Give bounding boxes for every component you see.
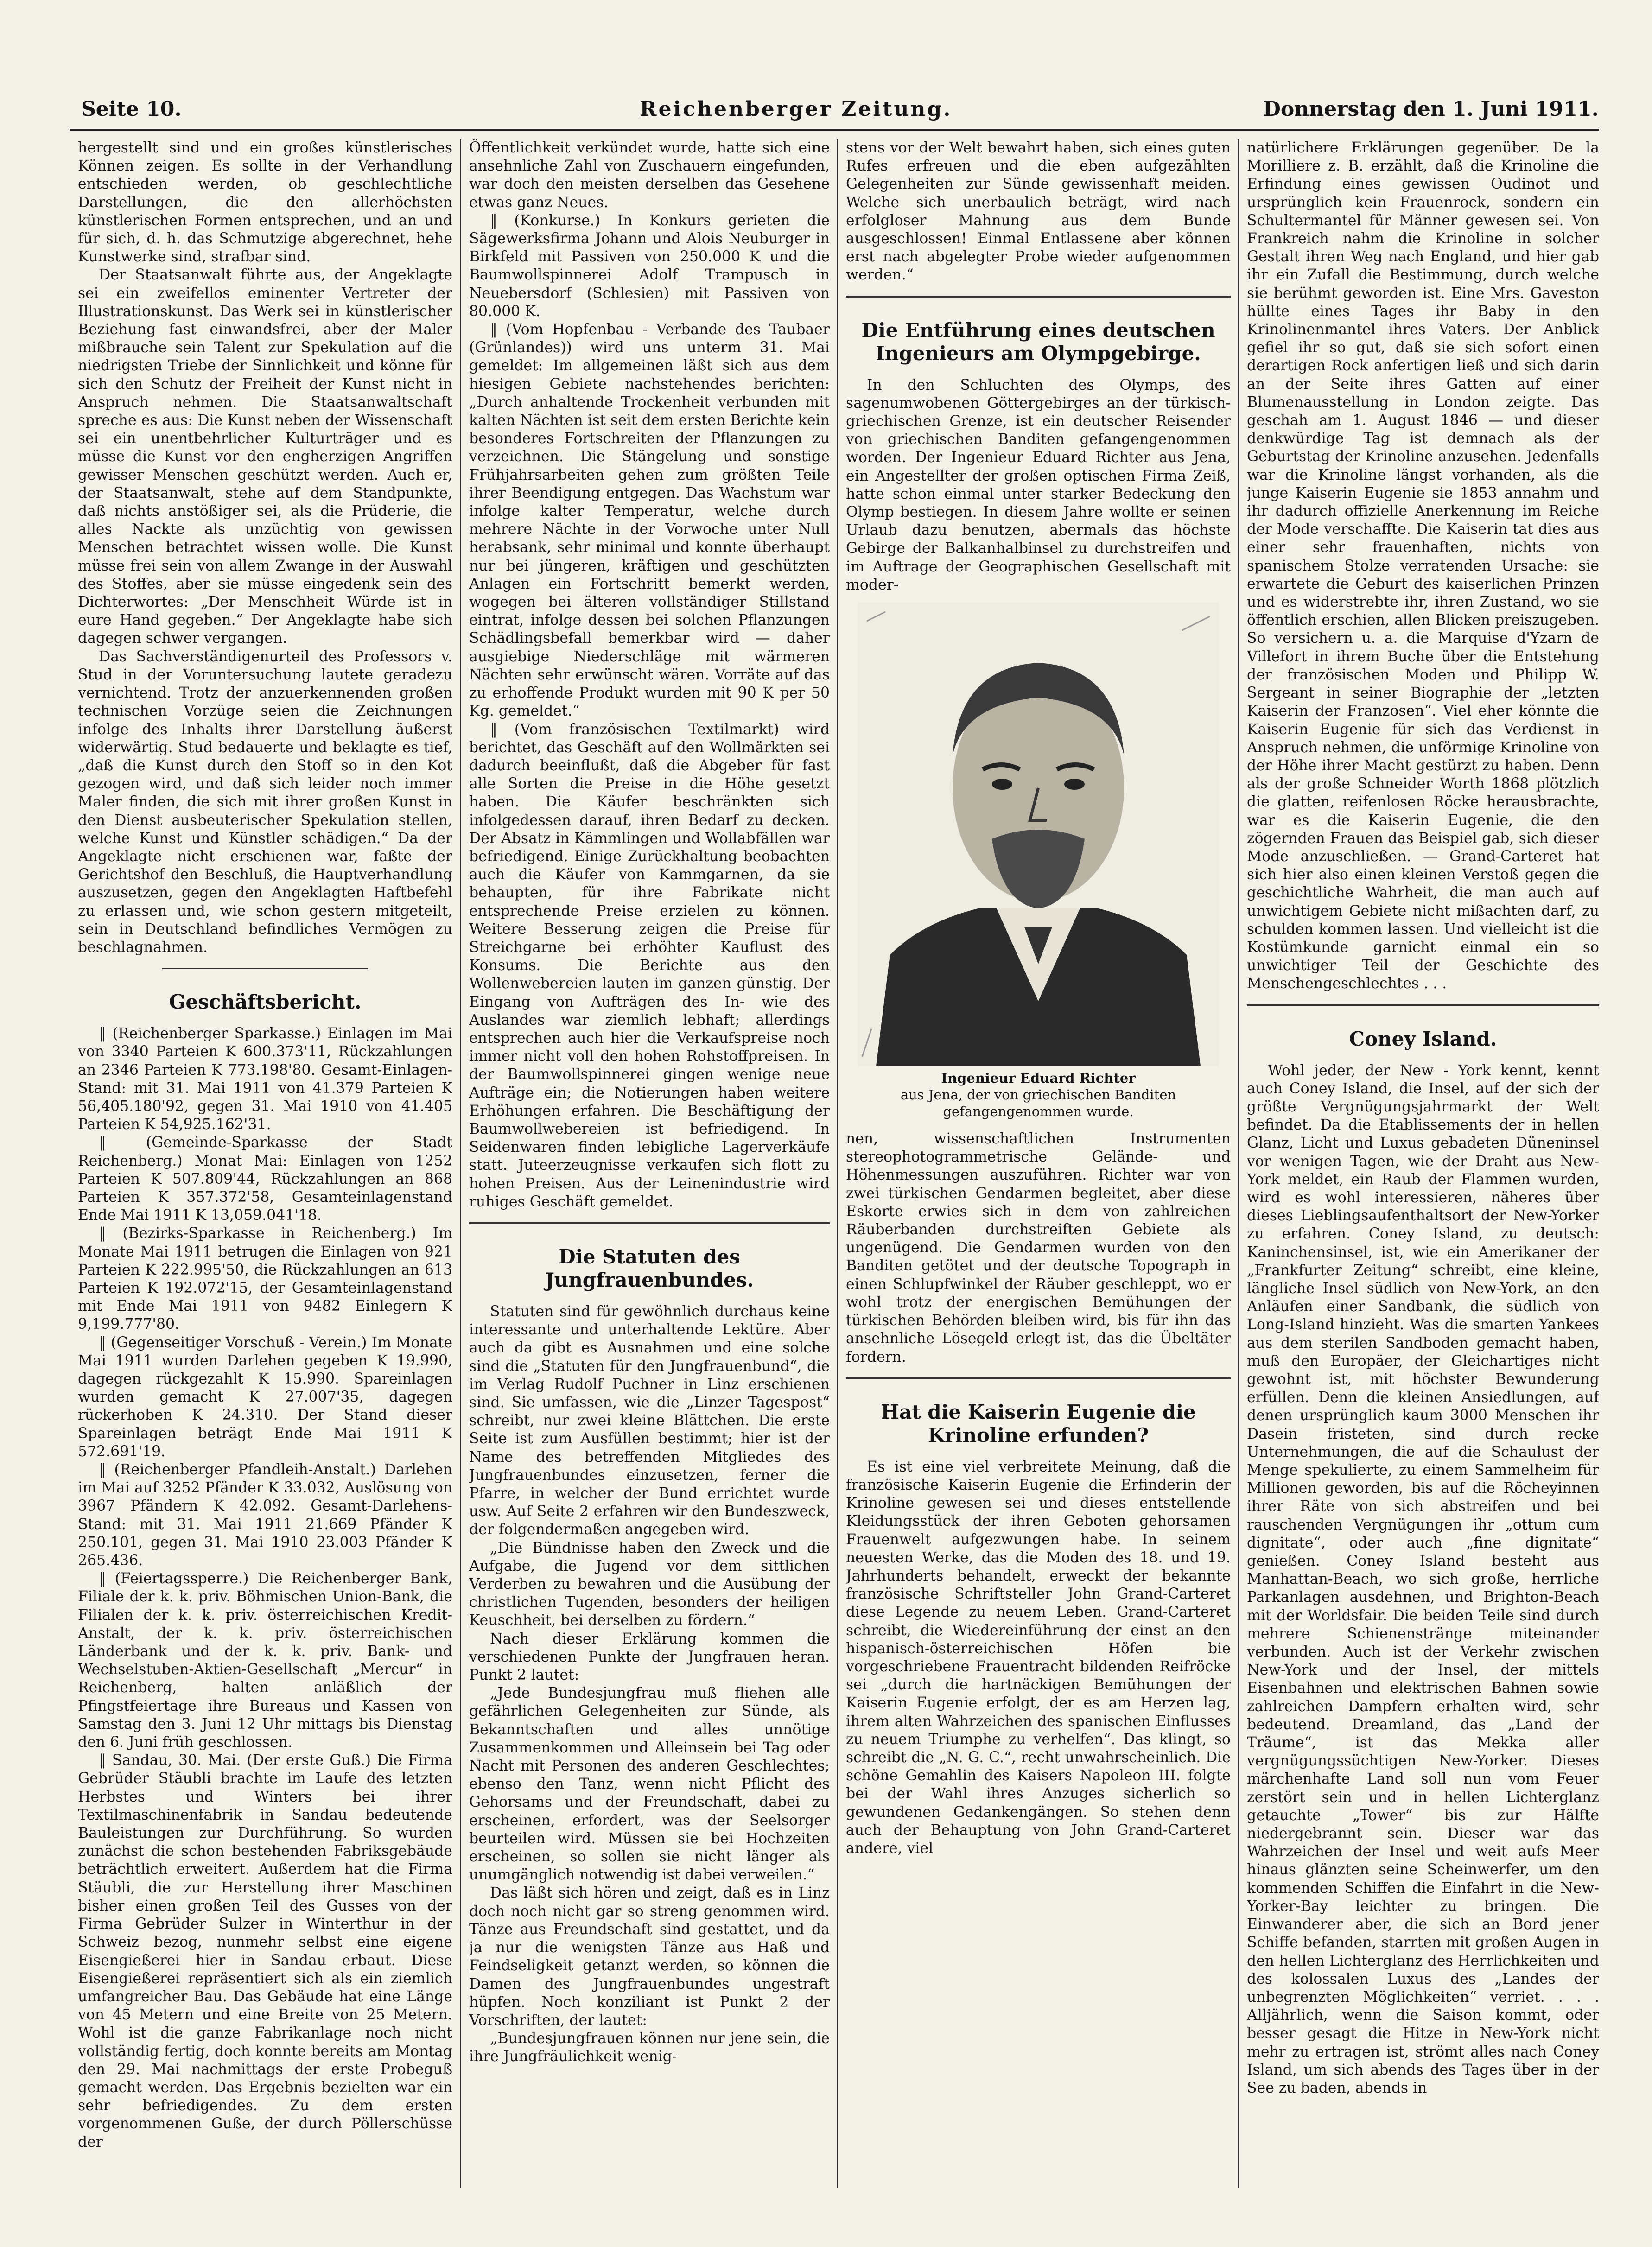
section-divider <box>162 968 368 969</box>
newspaper-masthead: Reichenberger Zeitung. <box>640 97 953 121</box>
portrait-caption <box>846 1070 1231 1120</box>
section-divider <box>469 1222 830 1224</box>
article-text: „Die Bündnisse haben den Zweck und die Aufgabe, die Jugend vor dem sittlichen Verderben zu bewahren und die Ausübung der christlichen Tugenden, besonders der heiligen Keuschheit, bei derselben zu fördern.“ <box>469 1539 830 1629</box>
business-item: ‖ (Reichenberger Pfandleih-Anstalt.) Darlehen im Mai auf 3252 Pfänder K 33.032, Auslösung von 3967 Pfändern K 42.092. Gesamt-Darlehens-Stand: mit 31. Mai 1911 21.669 Pfänder K 250.101, gegen 31. Mai 1910 23.003 Pfänder K 265.436. <box>78 1461 452 1569</box>
section-divider <box>846 1377 1231 1379</box>
portrait-engraving <box>858 603 1219 1066</box>
column-divider-1 <box>460 139 461 2188</box>
article-text: „Jede Bundesjungfrau muß fliehen alle gefährlichen Gelegenheiten zur Sünde, als Bekanntschaften und alles unnötige Zusammenkommen und Alleinsein bei Tag oder Nacht mit Personen des anderen Geschlechtes; ebenso den Tanz, wenn nicht Pflicht des Gehorsams und der Freundschaft, dabei zu erscheinen, erfordert, was der Seelsorger beurteilen wird. Müssen sie bei Hochzeiten erscheinen, so sollen sie nicht länger als unumgänglich notwendig ist dabei verweilen.“ <box>469 1685 830 1884</box>
column-3 <box>846 139 1231 2205</box>
article-text: nen, wissenschaftlichen Instrumenten stereophotogrammetrische Gelände- und Höhenmessungen auszuführen. Richter war von zwei türkischen Gendarmen begleitet, aber diese Eskorte erwies sich in dem von zahlreichen Räuberbanden durchstreiften Gebiete als ungenügend. Die Gendarmen wurden von den Banditen getötet und der deutsche Topograph in einen Schlupfwinkel der Räuber geschleppt, wo er wohl trotz der energischen Bemühungen der türkischen Behörden bleiben wird, bis für ihn das ansehnliche Lösegeld erlegt ist, das die Übeltäter fordern. <box>846 1130 1231 1365</box>
caption-text: aus Jena, der von griechischen Banditen gefangengenommen wurde. <box>900 1087 1176 1120</box>
column-4 <box>1247 139 1599 2205</box>
article-text: Statuten sind für gewöhnlich durchaus keine interessante und unterhaltende Lektüre. Aber auch da gibt es Ausnahmen und eine solche sind die „Statuten für den Jungfrauenbund“, die im Verlag Rudolf Puchner in Linz erschienen sind. Sie umfassen, wie die „Linzer Tagespost“ schreibt, nur zwei kleine Blättchen. Die erste Seite ist zum Ausfüllen bestimmt; hier ist der Name des betreffenden Mitgliedes des Jungfrauenbundes einzusetzen, ferner die Pfarre, in welcher der Bund errichtet wurde usw. Auf Seite 2 erfahren wir den Bundeszweck, der folgendermaßen angegeben wird. <box>469 1303 830 1538</box>
article-text: Der Staatsanwalt führte aus, der Angeklagte sei ein zweifellos eminenter Vertreter der Illustrationskunst. Das Werk sei in künstlerischer Beziehung fast einwandsfrei, aber der Maler mißbrauche sein Talent zur Spekulation auf die niedrigsten Triebe der Sinnlichkeit und könne für sich den Schutz der Freiheit der Kunst nicht in Anspruch nehmen. Die Staatsanwaltschaft spreche es aus: Die Kunst neben der Wissenschaft sei ein unentbehrlicher Kulturträger und es müsse die Kunst vor den engherzigen Angriffen gewisser Menschen geschützt werden. Auch er, der Staatsanwalt, stehe auf dem Standpunkte, daß nichts anstößiger sei, als die Prüderie, die alles Nackte als unzüchtig von gewissen Menschen betrachtet wissen wolle. Die Kunst müsse frei sein von allem Zwange in der Auswahl des Stoffes, aber sie müsse eingedenk sein des Dichterwortes: „Der Menschheit Würde ist in eure Hand gegeben.“ Der Angeklagte habe sich dagegen schwer vergangen. <box>78 267 452 647</box>
header-rule <box>70 129 1599 131</box>
business-item: ‖ (Vom französischen Textilmarkt) wird berichtet, das Geschäft auf den Wollmärkten sei dadurch beeinflußt, daß die Abgeber für fast alle Sorten die Preise in die Höhe gesetzt haben. Die Käufer beschränkten sich infolgedessen darauf, ihren Bedarf zu decken. Der Absatz in Kämmlingen und Wollabfällen war befriedigend. Einige Zurückhaltung beobachten auch die Käufer von Kammgarnen, da sie behaupten, für ihre Fabrikate nicht entsprechende Preise erzielen zu können. Weitere Besserung zeigen die Preise für Streichgarne bei erhöhter Kauflust des Konsums. Die Berichte aus den Wollenwebereien lauten im ganzen günstig. Der Eingang von Aufträgen des In- wie des Auslandes war ziemlich lebhaft; allerdings entsprechen auch hier die Verkaufspreise noch immer nicht voll den hohen Rohstoffpreisen. In der Baumwollspinnerei gingen wenige neue Aufträge ein; die Notierungen haben weitere Erhöhungen erfahren. Die Beschäftigung der Baumwollwebereien ist befriedigend. In Seidenwaren finden lebigliche Lagerverkäufe statt. Juteerzeugnisse verkaufen sich flott zu hohen Preisen. Aus der Leinenindustrie wird ruhiges Geschäft gemeldet. <box>469 721 830 1210</box>
business-item: ‖ (Reichenberger Sparkasse.) Einlagen im Mai von 3340 Parteien K 600.373'11, Rückzahlungen an 2346 Parteien K 773.198'80. Gesamt-Einlagen-Stand: mit 31. Mai 1911 von 41.379 Parteien K 56,405.180'92, gegen 31. Mai 1910 von 41.405 Parteien K 54,925.162'31. <box>78 1025 452 1133</box>
column-divider-2 <box>837 139 838 2188</box>
article-text: „Bundesjungfrauen können nur jene sein, die ihre Jungfräulichkeit wenig- <box>469 2030 830 2065</box>
article-text: In den Schluchten des Olymps, des sagenumwobenen Göttergebirges an der türkisch-griechischen Grenze, ist ein deutscher Reisender von griechischen Banditen gefangengenommen worden. Der Ingenieur Eduard Richter aus Jena, ein Angestellter der großen optischen Firma Zeiß, hatte schon einmal unter starker Bedeckung den Olymp bestiegen. In diesem Jahre wollte er seinen Urlaub dazu benutzen, abermals das höchste Gebirge der Balkanhalbinsel zu durchstreifen und im Auftrage der Geographischen Gesellschaft mit moder- <box>846 376 1231 593</box>
page-number: Seite 10. <box>81 97 182 121</box>
section-title-geschaeftsbericht: Geschäftsbericht. <box>169 990 362 1014</box>
article-title-krinoline: Hat die Kaiserin Eugenie die Krinoline erfunden? <box>881 1400 1196 1447</box>
business-item: ‖ Sandau, 30. Mai. (Der erste Guß.) Die Firma Gebrüder Stäubli brachte im Laufe des letzten Herbstes und Winters bei ihrer Textilmaschinenfabrik in Sandau bedeutende Bauleistungen zur Durchführung. So wurden zunächst die schon bestehenden Fabriksgebäude beträchtlich erweitert. Außerdem hat die Firma Stäubli, die zur Herstellung ihrer Maschinen bisher einen großen Teil des Gusses von der Firma Gebrüder Sulzer in Winterthur in der Schweiz bezog, nunmehr selbst eine eigene Eisengießerei hier in Sandau erbaut. Diese Eisengießerei repräsentiert sich als ein ziemlich umfangreicher Bau. Das Gebäude hat eine Länge von 45 Metern und eine Breite von 25 Metern. Wohl ist die ganze Fabrikanlage noch nicht vollständig fertig, doch konnte bereits am Montag den 29. Mai nachmittags der erste Probeguß gemacht werden. Das Ergebnis bezielten war ein sehr befriedigendes. Zu dem ersten vorgenommenen Guße, der durch Pöllerschüsse der <box>78 1752 452 2151</box>
article-title-jungfrauenbund: Die Statuten des Jungfrauenbundes. <box>545 1245 754 1291</box>
business-item: ‖ (Konkurse.) In Konkurs gerieten die Sägewerksfirma Johann und Alois Neuburger in Birkfeld mit Passiven von 250.000 K und die Baumwollspinnerei Adolf Trampusch in Neuebersdorf (Schlesien) mit Passiven von 80.000 K. <box>469 212 830 320</box>
article-title-entfuehrung: Die Entführung eines deutschen Ingenieurs am Olympgebirge. <box>861 318 1215 365</box>
issue-date: Donnerstag den 1. Juni 1911. <box>1263 97 1599 121</box>
article-title-coney-island: Coney Island. <box>1349 1027 1497 1050</box>
article-text: Das Sachverständigenurteil des Professors v. Stud in der Voruntersuchung lautete geradezu vernichtend. Trotz der anzuerkennenden großen technischen Vorzüge seien die Zeichnungen infolge des Inhalts ihrer Darstellung äußerst widerwärtig. Stud bedauerte und beklagte es tief, „daß die Kunst durch den Stoff so in den Kot gezogen wird, und daß sich leider noch immer Maler finden, die sich mit ihrer großen Kunst in den Dienst ausbeuterischer Spekulation stellen, welche Kunst und Künstler schädigen.“ Da der Angeklagte nicht erschienen war, faßte der Gerichtshof den Beschluß, die Hauptverhandlung auszusetzen, gegen den Angeklagten Haftbefehl zu erlassen und, wie schon gestern mitgeteilt, sein in Deutschland befindliches Vermögen zu beschlagnahmen. <box>78 648 452 956</box>
engraving-image <box>858 603 1219 1066</box>
business-item: ‖ (Gegenseitiger Vorschuß - Verein.) Im Monate Mai 1911 wurden Darlehen gegeben K 19.990, dagegen rückgezahlt K 15.990. Spareinlagen wurden gemacht K 27.007'35, dagegen rückerhoben K 24.310. Der Stand dieser Spareinlagen beträgt Ende Mai 1911 K 572.691'19. <box>78 1334 452 1460</box>
article-text: Öffentlichkeit verkündet wurde, hatte sich eine ansehnliche Zahl von Zuschauern eingefunden, war doch den meisten derselben das Gesehene etwas ganz Neues. <box>469 140 830 211</box>
section-divider <box>846 296 1231 298</box>
article-text: stens vor der Welt bewahrt haben, sich eines guten Rufes erfreuen und die eben aufgezählten Gelegenheiten zur Sünde gewissenhaft meiden. Welche sich unerbaulich beträgt, wird nach erfolgloser Mahnung aus dem Bunde ausgeschlossen! Einmal Entlassene aber können erst nach abgelegter Probe wieder aufgenommen werden.“ <box>846 140 1231 284</box>
section-divider <box>1247 1004 1599 1006</box>
business-item: ‖ (Feiertagssperre.) Die Reichenberger Bank, Filiale der k. k. priv. Böhmischen Union-Bank, die Filialen der k. k. priv. österreichischen Kredit-Anstalt, der k. k. priv. österreichischen Länderbank und der k. k. priv. Bank- und Wechselstuben-Aktien-Gesellschaft „Mercur“ in Reichenberg, halten anläßlich der Pfingstfeiertage ihre Bureaus und Kassen von Samstag den 3. Juni 12 Uhr mittags bis Dienstag den 6. Juni früh geschlossen. <box>78 1570 452 1751</box>
article-text: Nach dieser Erklärung kommen die verschiedenen Punkte der Jungfrauen heran. Punkt 2 lautet: <box>469 1630 830 1684</box>
column-1 <box>78 139 452 2205</box>
column-divider-3 <box>1238 139 1239 2188</box>
caption-name: Ingenieur Eduard Richter <box>941 1070 1136 1086</box>
article-text: Das läßt sich hören und zeigt, daß es in Linz doch noch nicht gar so streng genommen wird. Tänze aus Freundschaft sind gestattet, und da ja nur die wenigsten Tänze aus Haß und Feindseligkeit getanzt werden, so können die Damen des Jungfrauenbundes ungestraft hüpfen. Noch konziliant ist Punkt 2 der Vorschriften, der lautet: <box>469 1885 830 2029</box>
article-text: Es ist eine viel verbreitete Meinung, daß die französische Kaiserin Eugenie die Erfinderin der Krinoline gewesen sei und dieses entstellende Kleidungsstück der ihren Geboten gehorsamen Frauenwelt aufgezwungen habe. In seinem neuesten Werke, das die Moden des 18. und 19. Jahrhunderts behandelt, erweckt der bekannte französische Schriftsteller John Grand-Carteret diese Legende zu neuem Leben. Grand-Carteret schreibt, die Wiedereinführung der einst an den hispanisch-österreichischen Höfen bie vorgeschriebene Frauentracht bildenden Reifröcke sei „durch die hartnäckigen Bemühungen der Kaiserin Eugenie erfolgt, der es am Herzen lag, ihrem alten Wahrzeichen des spanischen Einflusses zu neuem Triumphe zu verhelfen“. Das klingt, so schreibt die „N. G. C.“, recht unwahrscheinlich. Die schöne Gemahlin des Kaisers Napoleon III. folgte bei der Wahl ihres Anzuges sicherlich so gewundenen Gedankengängen. So stehen denn auch der Behauptung von John Grand-Carteret andere, viel <box>846 1458 1231 1857</box>
business-item: ‖ (Bezirks-Sparkasse in Reichenberg.) Im Monate Mai 1911 betrugen die Einlagen von 921 Parteien K 222.995'50, die Rückzahlungen an 613 Parteien K 192.072'15, der Gesamteinlagenstand mit Ende Mai 1911 von 9482 Einlegern K 9,199.777'80. <box>78 1225 452 1333</box>
article-text: Wohl jeder, der New - York kennt, kennt auch Coney Island, die Insel, auf der sich der größte Vergnügungsjahrmarkt der Welt befindet. Da die Etablissements der in hellen Glanz, Licht und Luxus gebadeten Düneninsel vor wenigen Tagen, wie der Draht aus New-York meldet, ein Raub der Flammen wurden, wird es wohl interessieren, näheres über dieses Lieblingsaufenthaltsort der New-Yorker zu erfahren. Coney Island, zu deutsch: Kaninchensinsel, ist, wie ein Amerikaner der „Frankfurter Zeitung“ schreibt, eine kleine, längliche Insel südlich von New-York, an den Anläufen einer Sandbank, die südlich von Long-Island hinzieht. Was die smarten Yankees aus dem sterilen Sandboden gemacht haben, muß den Europäer, der Gleichartiges nicht gewohnt ist, mit höchster Bewunderung erfüllen. Denn die kleinen Ansiedlungen, auf denen ursprünglich kaum 3000 Menschen ihr Dasein fristeten, sind durch recke Unternehmungen, die auf die Schaulust der Menge spekulierte, zu einem Sammelheim für Millionen geworden, bis auf die Röcheyinnen ihrer Räte von sich abstreifen und bei rauschenden Vergnügungen ihr „ottum cum dignitate“, oder auch „fine dignitate“ genießen. Coney Island besteht aus Manhattan-Beach, wo sich große, herrliche Parkanlagen ausdehnen, und Brighton-Beach mit der Worldsfair. Die beiden Teile sind durch mehrere Schienenstränge miteinander verbunden. Auch ist der Verkehr zwischen New-York und der Insel, der mittels Eisenbahnen und elektrischen Bahnen sowie zahlreichen Dampfern erhalten wird, sehr bedeutend. Dreamland, das „Land der Träume“, ist das Mekka aller vergnügungssüchtigen New-Yorker. Dieses märchenhafte Land soll nun vom Feuer zerstört sein und in hellen Lichterglanz getauchte „Tower“ bis zur Hälfte niedergebrannt sein. Dieser war das Wahrzeichen der Insel und weit aufs Meer hinaus glänzten seine Scheinwerfer, um den kommenden Schiffen die Einfahrt in die New-Yorker-Bay leichter zu bringen. Die Einwanderer aber, die sich an Bord jener Schiffe befanden, starrten mit großen Augen in den hellen Lichterglanz des Herrlichkeiten und des kolossalen Luxus des „Landes der unbegrenzten Möglichkeiten“ verriet. . . . Alljährlich, wenn die Saison kommt, oder besser gesagt die Hitze in New-York nicht mehr zu ertragen ist, strömt alles nach Coney Island, um sich abends des Tages über in der See zu baden, abends in <box>1247 1062 1599 2096</box>
business-item: ‖ (Vom Hopfenbau - Verbande des Taubaer (Grünlandes)) wird uns unterm 31. Mai gemeldet: Im allgemeinen läßt sich aus dem hiesigen Gebiete nachstehendes berichten: „Durch anhaltende Trockenheit verbunden mit kalten Nächten ist seit dem ersten Berichte kein besonderes Fortschreiten der Pflanzungen zu verzeichnen. Die Stängelung und sonstige Frühjahrsarbeiten gehen zum größten Teile ihrer Beendigung entgegen. Das Wachstum war infolge kalter Temperatur, welche durch mehrere Nächte in der Vorwoche unter Null herabsank, sehr minimal und konnte überhaupt nur bei jüngeren, kräftigen und geschützten Anlagen ein Fortschritt bemerkt werden, wogegen bei älteren vollständiger Stillstand eintrat, infolge dessen bei solchen Pflanzungen Schädlingsbefall bemerkbar wird — daher ausgiebige Niederschläge mit wärmeren Nächten sehr erwünscht wären. Vorräte auf das zu erhoffende Produkt wurden mit 90 K per 50 Kg. gemeldet.“ <box>469 321 830 720</box>
business-item: ‖ (Gemeinde-Sparkasse der Stadt Reichenberg.) Monat Mai: Einlagen von 1252 Parteien K 507.809'44, Rückzahlungen an 868 Parteien K 357.372'58, Gesamteinlagenstand Ende Mai 1911 K 13,059.041'18. <box>78 1134 452 1224</box>
column-2 <box>469 139 830 2205</box>
article-text: hergestellt sind und ein großes künstlerisches Können zeigen. Es sollte in der Verhandlung entschieden werden, ob geschlechtliche Darstellungen, die den allerhöchsten künstlerischen Formen entsprechen, und an und für sich, d. h. das Schmutzige abgerechnet, hehe Kunstwerke sind, strafbar sind. <box>78 140 452 266</box>
article-text: natürlichere Erklärungen gegenüber. De la Morilliere z. B. erzählt, daß die Krinoline die Erfindung eines gewissen Oudinot und ursprünglich kein Frauenrock, sondern ein Schultermantel für Männer gewesen sei. Von Frankreich nahm die Krinoline in solcher Gestalt ihren Weg nach England, und hier gab ihr ein Zufall die Bestimmung, durch welche sie berühmt geworden ist. Eine Mrs. Gaveston hüllte eines Tages ihr Baby in den Krinolinenmantel ihres Vaters. Der Anblick gefiel ihr so gut, daß sie sich sofort einen derartigen Rock anfertigen ließ und sich darin an der Seite ihres Gatten auf einer Blumenausstellung in London zeigte. Das geschah am 1. August 1846 — und dieser denkwürdige Tag ist demnach als der Geburtstag der Krinoline anzusehen. Jedenfalls war die Krinoline längst vorhanden, als die junge Kaiserin Eugenie sie 1853 annahm und ihr dadurch offizielle Anerkennung im Reiche der Mode verschaffte. Die Kaiserin tat dies aus einer sehr frauenhaften, nichts von spanischem Stolze verratenden Ursache: sie erwartete die Geburt des kaiserlichen Prinzen und es widerstrebte ihr, ihren Zustand, wo sie öffentlich erschien, allen Blicken preiszugeben. So versichern u. a. die Marquise d'Yzarn de Villefort in ihrem Buche über die Entstehung der französischen Moden und Philipp W. Sergeant in seiner Biographie der „letzten Kaiserin der Franzosen“. Viel eher könnte die Kaiserin Eugenie für sich das Verdienst in Anspruch nehmen, die unförmige Krinoline von der Höhe ihrer Macht gestürzt zu haben. Denn als der große Schneider Worth 1868 plötzlich die glatten, reifenlosen Röcke herausbrachte, war es die Kaiserin Eugenie, die den zögernden Frauen das Beispiel gab, sich dieser Mode anzuschließen. — Grand-Carteret hat sich hier also einen kleinen Verstoß gegen die geschichtliche Wahrheit, die man auch auf unwichtigem Gebiete nicht mißachten darf, zu schulden kommen lassen. Und vielleicht ist die Kostümkunde garnicht einmal ein so unwichtiger Teil der Geschichte des Menschengeschlechtes . . . <box>1247 140 1599 992</box>
